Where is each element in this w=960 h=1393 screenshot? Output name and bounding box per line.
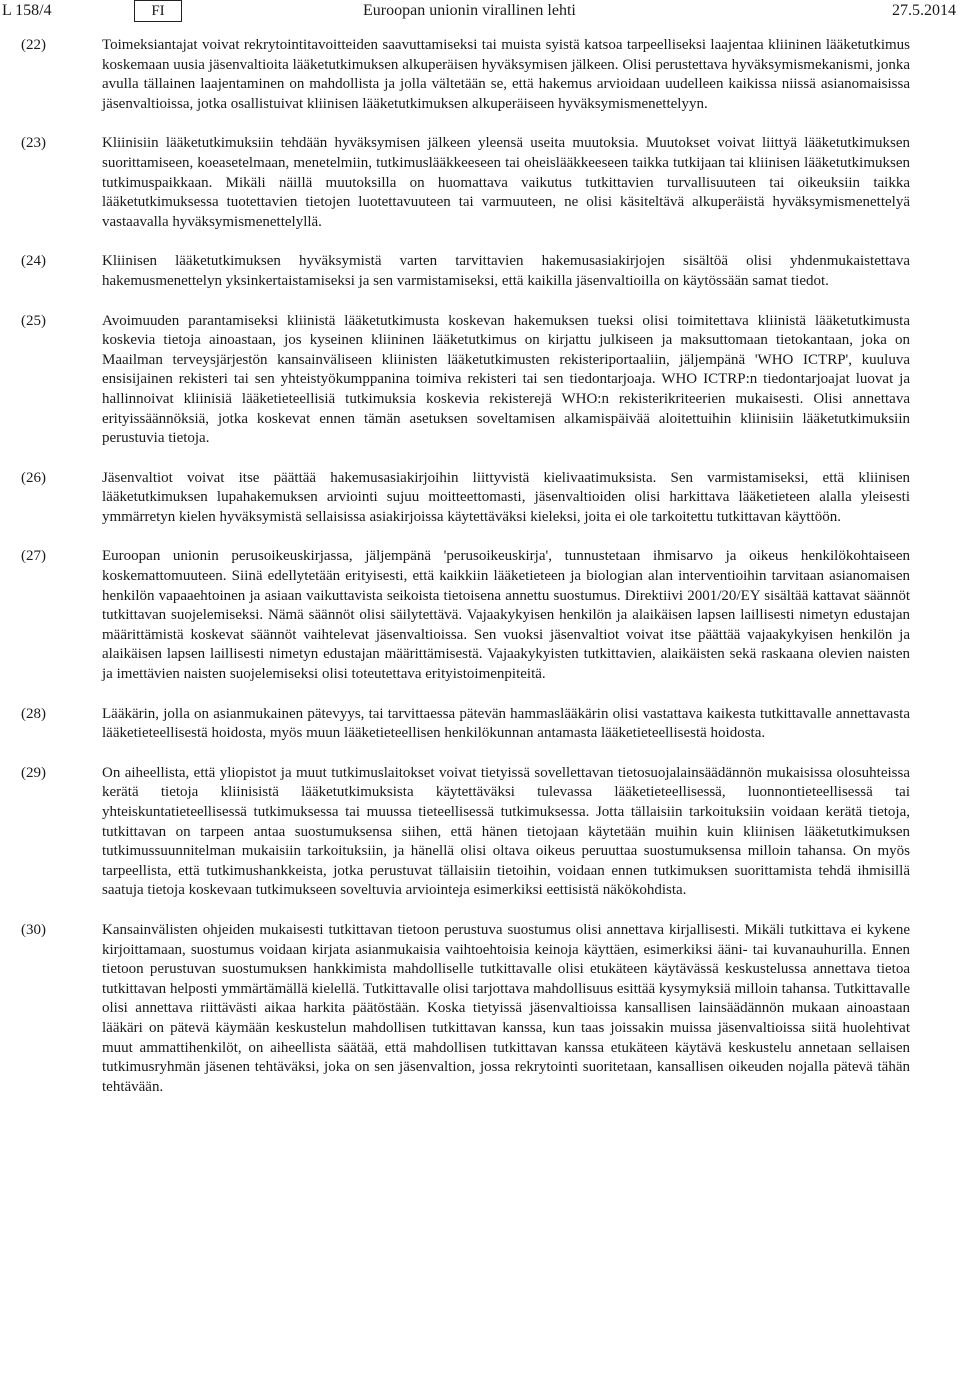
- recital-text: Kliinisiin lääketutkimuksiin tehdään hyväksymisen jälkeen yleensä useita muutoksia. Muutokset voivat liittyä lääketutkimuksen suorittamiseen, koeasetelmaan, menetelmiin, tutkimuslääkkeeseen tai oheislääkkeeseen taikka tutkijaan tai kliinisen lääketutkimuksen tutkimuspaikkaan. Mikäli näillä muutoksilla on huomattava vaikutus tutkittavien turvallisuuteen tai oikeuksiin taikka lääketutkimuksessa tuotettavien tietojen luotettavuuteen tai varmuuteen, ne olisi käsiteltävä alkuperäistä hyväksymismenettelyä vastaavalla hyväksymismenettelyllä.: [102, 135, 910, 230]
- recital-24: [0, 252, 960, 291]
- recital-text: Jäsenvaltiot voivat itse päättää hakemusasiakirjoihin liittyvistä kielivaatimuksista. Sen varmistamiseksi, että kliinisen lääketutkimuksen lupahakemuksen arviointi sujuu moitteettomasti, jäsenvaltioiden olisi harkittava lääketieteen alalla yleisesti ymmärretyn kielen hyväksymistä sellaisissa asiakirjoissa käytettäväksi kieleksi, joita ei ole tarkoitettu tutkittavan käyttöön.: [102, 469, 910, 525]
- recital-number: (28): [21, 705, 46, 722]
- recital-text: Lääkärin, jolla on asianmukainen pätevyys, tai tarvittaessa pätevän hammaslääkärin olisi vastattava kaikesta tutkittavalle annettavasta lääketieteellisestä hoidosta, myös muun lääketieteellisen henkilökunnan antamasta lääketieteellisestä hoidosta.: [102, 705, 910, 742]
- recital-26: [0, 469, 960, 528]
- recital-number: (27): [21, 548, 46, 565]
- recital-number: (30): [21, 921, 46, 938]
- recital-number: (22): [21, 37, 46, 53]
- recital-29: [0, 764, 960, 901]
- journal-title: Euroopan unionin virallinen lehti: [363, 2, 576, 19]
- recital-text: Kliinisen lääketutkimuksen hyväksymistä varten tarvittavien hakemusasiakirjojen sisältöä olisi yhdenmukaistettava hakemusmenettelyn yksinkertaistamiseksi ja sen varmistamiseksi, että kaikilla jäsenvaltioilla on käytössään samat tiedot.: [102, 253, 910, 289]
- recital-text: Toimeksiantajat voivat rekrytointitavoitteiden saavuttamiseksi tai muista syistä katsoa tarpeelliseksi laajentaa kliininen lääketutkimus koskemaan uusia jäsenvaltioita lääketutkimuksen alkuperäisen hyväksymisen jälkeen. Olisi perustettava hyväksymismekanismi, jonka avulla tällainen laajentaminen on mahdollista ja jolla vältetään se, että hakemus arvioidaan uudelleen kaikissa niissä asianomaisissa jäsenvaltioissa, jotka osallistuivat kliinisen lääketutkimuksen alkuperäiseen hyväksymismenettelyyn.: [102, 37, 910, 112]
- publication-date: 27.5.2014: [892, 2, 956, 19]
- recital-25: [0, 312, 960, 449]
- recital-number: (24): [21, 253, 46, 270]
- recital-text: On aiheellista, että yliopistot ja muut tutkimuslaitokset voivat tietyissä sovellettavan tietosuojalainsäädännön mukaisissa olosuhteissa kerätä tietoja kliinisistä lääketutkimuksista käytettäväksi tulevassa lääketieteellisessä, luonnontieteellisessä tai yhteiskuntatieteellisessä tutkimuksessa tai muussa tieteellisessä tutkimuksessa. Jotta tällaisiin tarkoituksiin voidaan kerätä tietoja, tutkittavan on tarpeen antaa suostumuksensa siihen, että hänen tietojaan käytetään muihin kuin kliinisen lääketutkimuksen tutkimussuunnitelman mukaisiin tarkoituksiin, ja hänellä olisi oltava oikeus peruuttaa suostumuksensa milloin tahansa. On myös tarpeellista, että tutkimushankkeista, jotka perustuvat tällaisiin tietoihin, voidaan ennen tutkimuksen suorittamista tehdä ihmisillä saatuja tietoja koskevaan tutkimukseen soveltuvia arviointeja esimerkiksi eettisistä näkökohdista.: [102, 764, 910, 899]
- recital-number: (25): [21, 312, 46, 329]
- recital-28: [0, 705, 960, 744]
- recital-text: Kansainvälisten ohjeiden mukaisesti tutkittavan tietoon perustuva suostumus olisi annettava kirjallisesti. Mikäli tutkittava ei kykene kirjoittamaan, suostumus voidaan kirjata asianmukaisia vaihtoehtoisia keinoja käyttäen, esimerkiksi ääni- tai kuvanauhurilla. Ennen tietoon perustuvan suostumuksen hankkimista mahdolliselle tutkittavalle olisi etukäteen käytävässä keskustelussa annettava tietoa tutkittavan helposti ymmärtämällä kielellä. Tutkittavalle olisi tarjottava mahdollisuus esittää kysymyksiä milloin tahansa. Tutkittavalle olisi annettava riittävästi aikaa harkita päätöstään. Koska tietyissä jäsenvaltioissa kansallisen lainsäädännön mukaan ainoastaan lääkäri on pätevä käymään keskustelun mahdollisen tutkittavan kanssa, kun taas joissakin muissa jäsenvaltioissa siitä huolehtivat muut ammattihenkilöt, on aiheellista säätää, että mahdollisen tutkittavan kanssa etukäteen käytävä keskustelu annetaan sellaisen tutkimusryhmän jäsenen tehtäväksi, joka on sen jäsenvaltion, jossa rekrytointi suoritetaan, kansallisen oikeuden nojalla pätevä tähän tehtävään.: [102, 921, 910, 1095]
- recital-27: [0, 547, 960, 684]
- recital-number: (23): [21, 135, 46, 152]
- recital-number: (26): [21, 469, 46, 486]
- recital-number: (29): [21, 764, 46, 781]
- document-body: [0, 36, 960, 1117]
- recital-23: [0, 134, 960, 232]
- recital-22: [0, 36, 960, 114]
- page-header: [0, 0, 960, 26]
- recital-text: Euroopan unionin perusoikeuskirjassa, jäljempänä 'perusoikeuskirja', tunnustetaan ihmisarvo ja oikeus henkilökohtaiseen koskemattomuuteen. Siinä edellytetään erityisesti, että kaikkiin lääketieteen ja biologian alan interventioihin tarvitaan asianomaisen henkilön vapaaehtoinen ja asiaan vaikuttavista seikoista tietoisena annettu suostumus. Direktiivi 2001/20/EY sisältää kattavat säännöt tutkittavan suojelemiseksi. Nämä säännöt olisi säilytettävä. Vajaakykyisen henkilön ja alaikäisen lapsen laillisesti nimetyn edustajan määrittämistä koskevat säännöt vaihtelevat jäsenvaltioissa. Sen vuoksi jäsenvaltiot voivat itse päättää vajaakykyisen henkilön ja alaikäisen lapsen laillisesti nimetyn edustajan määrittämisestä. Vajaakykyisten tutkittavien, alaikäisten sekä raskaana olevien naisten ja imettävien naisten suojelemiseksi olisi toteutettava erityistoimenpiteitä.: [102, 548, 910, 683]
- page-reference: L 158/4: [2, 2, 52, 19]
- recital-text: Avoimuuden parantamiseksi kliinistä lääketutkimusta koskevan hakemuksen tueksi olisi toimitettava kliinistä lääketutkimusta koskevia tietoja ainoastaan, jos kyseinen kliininen lääketutkimus on kirjattu julkiseen ja maksuttomaan tietokantaan, joka on Maailman terveysjärjestön kansainväliseen kliinisten lääketutkimusten rekisteriportaaliin, jäljempänä 'WHO ICTRP', kuuluva ensisijainen rekisteri tai sen yhteistyökumppanina toimiva rekisteri tai sen tiedontarjoaja. WHO ICTRP:n tiedontarjoajat luovat ja hallinnoivat kliinisiä lääketieteellisiä tutkimuksia koskevia rekisterejä WHO:n rekisterikriteerien mukaisesti. Olisi annettava erityissäännöksiä, jotka koskevat ennen tämän asetuksen soveltamisen alkamispäivää aloitettuihin kliinisiin lääketutkimuksiin perustuvia tietoja.: [102, 312, 910, 447]
- language-badge: FI: [134, 0, 182, 22]
- recital-30: [0, 921, 960, 1097]
